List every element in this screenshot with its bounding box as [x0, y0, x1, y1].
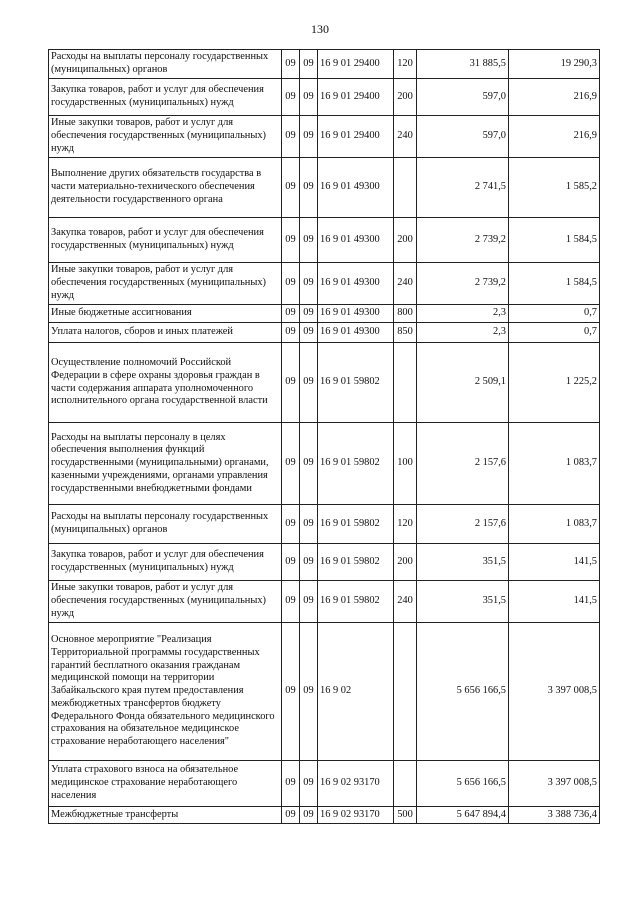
table-row: [49, 305, 600, 323]
row-subsection-code: 09: [300, 761, 318, 807]
row-amount-plan: 5 647 894,4: [417, 807, 509, 824]
row-amount-plan: 5 656 166,5: [417, 623, 509, 761]
row-subsection-code: 09: [300, 423, 318, 505]
row-name: Иные бюджетные ассигнования: [49, 305, 282, 323]
row-amount-actual: 19 290,3: [509, 50, 600, 79]
row-amount-actual: 0,7: [509, 305, 600, 323]
row-target-article: 16 9 01 49300: [318, 218, 394, 263]
row-expense-type: [394, 343, 417, 423]
row-name: Межбюджетные трансферты: [49, 807, 282, 824]
row-section-code: 09: [282, 218, 300, 263]
row-expense-type: 200: [394, 79, 417, 116]
row-section-code: 09: [282, 116, 300, 158]
row-target-article: 16 9 01 59802: [318, 505, 394, 544]
row-amount-plan: 2 741,5: [417, 158, 509, 218]
row-name: Иные закупки товаров, работ и услуг для обеспечения государственных (муниципальных) нужд: [49, 116, 282, 158]
row-name: Закупка товаров, работ и услуг для обеспечения государственных (муниципальных) нужд: [49, 218, 282, 263]
page-number: 130: [311, 22, 329, 36]
row-amount-plan: 2,3: [417, 323, 509, 343]
table-row: [49, 158, 600, 218]
row-amount-actual: 1 083,7: [509, 423, 600, 505]
row-target-article: 16 9 01 59802: [318, 343, 394, 423]
row-target-article: 16 9 01 49300: [318, 158, 394, 218]
row-subsection-code: 09: [300, 581, 318, 623]
table-row: [49, 581, 600, 623]
row-amount-actual: 141,5: [509, 544, 600, 581]
row-section-code: 09: [282, 158, 300, 218]
row-expense-type: [394, 158, 417, 218]
row-section-code: 09: [282, 623, 300, 761]
row-target-article: 16 9 01 59802: [318, 581, 394, 623]
row-amount-actual: 3 397 008,5: [509, 761, 600, 807]
row-expense-type: 100: [394, 423, 417, 505]
row-expense-type: [394, 761, 417, 807]
row-subsection-code: 09: [300, 323, 318, 343]
table-row: [49, 623, 600, 761]
row-name: Иные закупки товаров, работ и услуг для обеспечения государственных (муниципальных) нужд: [49, 581, 282, 623]
row-subsection-code: 09: [300, 79, 318, 116]
row-target-article: 16 9 01 29400: [318, 79, 394, 116]
table-row: [49, 323, 600, 343]
row-amount-plan: 597,0: [417, 79, 509, 116]
row-expense-type: 200: [394, 544, 417, 581]
table-row: [49, 505, 600, 544]
row-expense-type: 500: [394, 807, 417, 824]
row-amount-actual: 1 584,5: [509, 218, 600, 263]
row-amount-plan: 2 509,1: [417, 343, 509, 423]
row-amount-actual: 141,5: [509, 581, 600, 623]
row-amount-plan: 2 739,2: [417, 263, 509, 305]
row-section-code: 09: [282, 761, 300, 807]
row-target-article: 16 9 02 93170: [318, 761, 394, 807]
row-amount-plan: 5 656 166,5: [417, 761, 509, 807]
row-target-article: 16 9 01 49300: [318, 323, 394, 343]
row-subsection-code: 09: [300, 116, 318, 158]
row-section-code: 09: [282, 323, 300, 343]
row-target-article: 16 9 01 49300: [318, 305, 394, 323]
row-expense-type: 200: [394, 218, 417, 263]
row-amount-actual: 1 584,5: [509, 263, 600, 305]
budget-table: [48, 49, 600, 824]
table-row: [49, 218, 600, 263]
row-amount-actual: 3 388 736,4: [509, 807, 600, 824]
row-section-code: 09: [282, 544, 300, 581]
row-subsection-code: 09: [300, 807, 318, 824]
row-section-code: 09: [282, 581, 300, 623]
row-expense-type: 850: [394, 323, 417, 343]
row-subsection-code: 09: [300, 50, 318, 79]
row-name: Расходы на выплаты персоналу в целях обеспечения выполнения функций государственными (муниципальными) органами, казенными учреждениями, органами управления государственными внебюджетными фондами: [49, 423, 282, 505]
row-section-code: 09: [282, 423, 300, 505]
row-subsection-code: 09: [300, 343, 318, 423]
row-subsection-code: 09: [300, 158, 318, 218]
row-amount-actual: 0,7: [509, 323, 600, 343]
table-row: [49, 761, 600, 807]
row-amount-plan: 2 157,6: [417, 505, 509, 544]
row-subsection-code: 09: [300, 305, 318, 323]
row-amount-plan: 2 157,6: [417, 423, 509, 505]
table-row: [49, 343, 600, 423]
row-expense-type: [394, 623, 417, 761]
row-section-code: 09: [282, 305, 300, 323]
row-amount-actual: 1 083,7: [509, 505, 600, 544]
row-name: Уплата страхового взноса на обязательное медицинское страхование неработающего населения: [49, 761, 282, 807]
row-name: Уплата налогов, сборов и иных платежей: [49, 323, 282, 343]
table-row: [49, 263, 600, 305]
table-row: [49, 50, 600, 79]
row-target-article: 16 9 02: [318, 623, 394, 761]
row-name: Иные закупки товаров, работ и услуг для обеспечения государственных (муниципальных) нужд: [49, 263, 282, 305]
row-amount-actual: 216,9: [509, 79, 600, 116]
row-amount-plan: 2 739,2: [417, 218, 509, 263]
row-subsection-code: 09: [300, 218, 318, 263]
row-target-article: 16 9 02 93170: [318, 807, 394, 824]
row-amount-plan: 31 885,5: [417, 50, 509, 79]
row-expense-type: 240: [394, 116, 417, 158]
row-target-article: 16 9 01 29400: [318, 50, 394, 79]
row-section-code: 09: [282, 343, 300, 423]
row-subsection-code: 09: [300, 623, 318, 761]
row-section-code: 09: [282, 79, 300, 116]
row-amount-actual: 1 585,2: [509, 158, 600, 218]
row-name: Закупка товаров, работ и услуг для обеспечения государственных (муниципальных) нужд: [49, 79, 282, 116]
table-row: [49, 116, 600, 158]
row-target-article: 16 9 01 49300: [318, 263, 394, 305]
row-section-code: 09: [282, 263, 300, 305]
row-name: Основное мероприятие "Реализация Территориальной программы государственных гарантий бесплатного оказания гражданам медицинской помощи на территории Забайкальского края путем предоставления межбюджетных трансфертов бюджету Федерального Фонда обязательного медицинского страхования на обязательное медицинское страхование неработающего населения": [49, 623, 282, 761]
row-subsection-code: 09: [300, 544, 318, 581]
table-row: [49, 807, 600, 824]
row-subsection-code: 09: [300, 263, 318, 305]
row-target-article: 16 9 01 29400: [318, 116, 394, 158]
row-name: Расходы на выплаты персоналу государственных (муниципальных) органов: [49, 50, 282, 79]
row-name: Выполнение других обязательств государства в части материально-технического обеспечения деятельности государственного органа: [49, 158, 282, 218]
row-amount-actual: 3 397 008,5: [509, 623, 600, 761]
row-section-code: 09: [282, 807, 300, 824]
row-amount-plan: 351,5: [417, 581, 509, 623]
row-expense-type: 120: [394, 505, 417, 544]
table-row: [49, 79, 600, 116]
row-name: Закупка товаров, работ и услуг для обеспечения государственных (муниципальных) нужд: [49, 544, 282, 581]
row-name: Расходы на выплаты персоналу государственных (муниципальных) органов: [49, 505, 282, 544]
table-row: [49, 544, 600, 581]
row-expense-type: 120: [394, 50, 417, 79]
row-name: Осуществление полномочий Российской Федерации в сфере охраны здоровья граждан в части содержания аппарата уполномоченного исполнительного органа государственной власти: [49, 343, 282, 423]
row-amount-actual: 216,9: [509, 116, 600, 158]
row-subsection-code: 09: [300, 505, 318, 544]
row-amount-plan: 597,0: [417, 116, 509, 158]
row-amount-actual: 1 225,2: [509, 343, 600, 423]
row-target-article: 16 9 01 59802: [318, 544, 394, 581]
row-expense-type: 800: [394, 305, 417, 323]
row-amount-plan: 2,3: [417, 305, 509, 323]
row-section-code: 09: [282, 50, 300, 79]
row-amount-plan: 351,5: [417, 544, 509, 581]
row-section-code: 09: [282, 505, 300, 544]
row-expense-type: 240: [394, 263, 417, 305]
row-target-article: 16 9 01 59802: [318, 423, 394, 505]
table-row: [49, 423, 600, 505]
row-expense-type: 240: [394, 581, 417, 623]
